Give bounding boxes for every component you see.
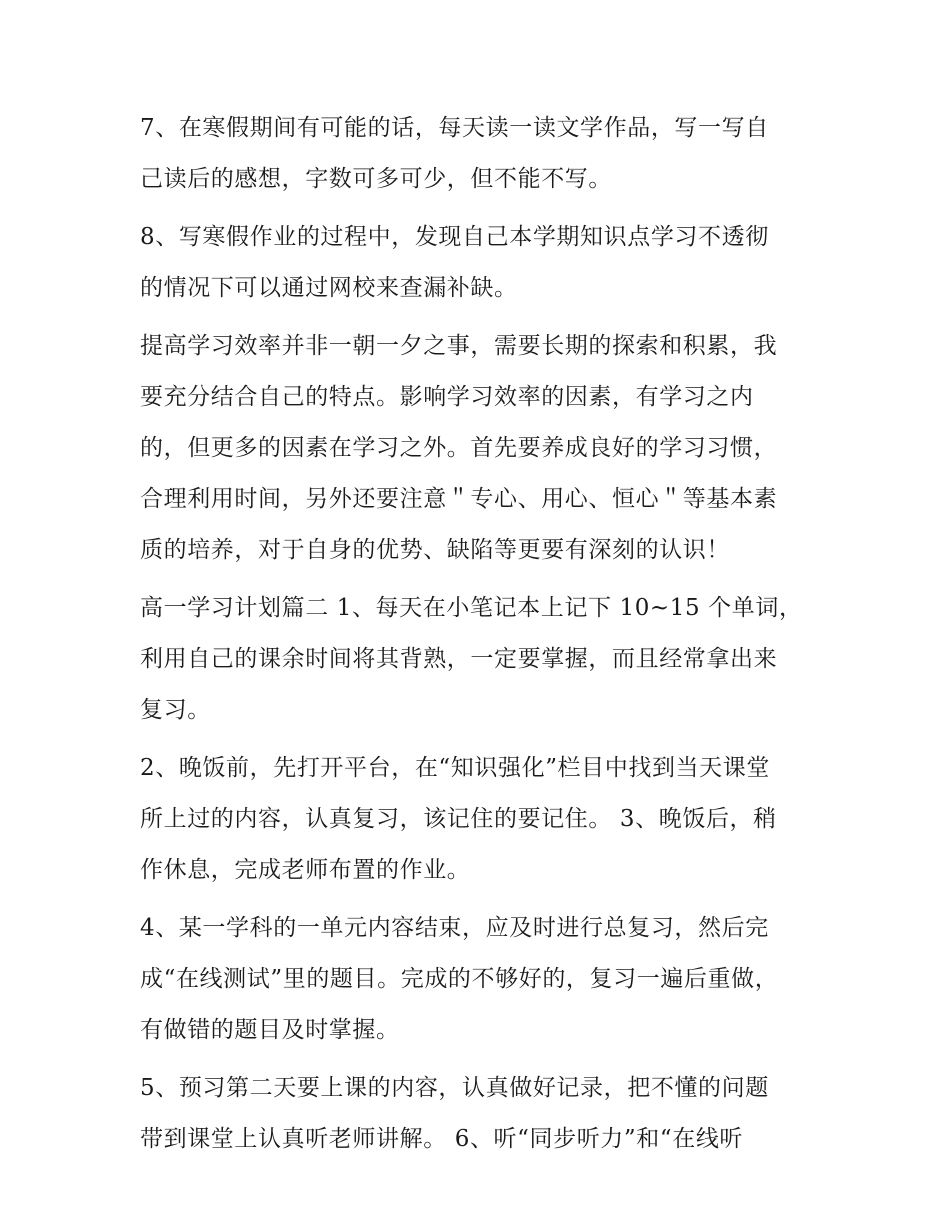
text-line: 带到课堂上认真听老师讲解。 6、听“同步听力”和“在线听 xyxy=(140,1126,744,1152)
text-line: 质的培养，对于自身的优势、缺陷等更要有深刻的认识！ xyxy=(140,537,730,563)
text-line: 利用自己的课余时间将其背熟，一定要掌握，而且经常拿出来 xyxy=(140,646,778,672)
text-line: 4、某一学科的一单元内容结束，应及时进行总复习，然后完 xyxy=(140,915,769,941)
text-line: 的情况下可以通过网校来查漏补缺。 xyxy=(140,275,518,301)
text-line: 合理利用时间，另外还要注意＂专心、用心、恒心＂等基本素 xyxy=(140,486,778,512)
paragraph xyxy=(140,583,820,736)
text-line: 所上过的内容，认真复习，该记住的要记住。 3、晚饭后，稍 xyxy=(140,806,777,832)
text-line: 提高学习效率并非一朝一夕之事，需要长期的探索和积累，我 xyxy=(140,333,778,359)
text-line: 成“在线测试”里的题目。完成的不够好的，复习一遍后重做， xyxy=(140,966,779,992)
text-line: 2、晚饭前，先打开平台，在“知识强化”栏目中找到当天课堂 xyxy=(140,755,770,781)
text-line: 作休息，完成老师布置的作业。 xyxy=(140,857,471,883)
paragraph xyxy=(140,103,820,205)
text-line: 要充分结合自己的特点。影响学习效率的因素，有学习之内 xyxy=(140,384,754,410)
paragraph xyxy=(140,321,820,576)
paragraph xyxy=(140,743,820,896)
text-line: 有做错的题目及时掌握。 xyxy=(140,1017,400,1043)
text-line: 7、在寒假期间有可能的话，每天读一读文学作品，写一写自 xyxy=(140,115,769,141)
text-line: 高一学习计划篇二 1、每天在小笔记本上记下 10~15 个单词， xyxy=(140,595,803,621)
text-line: 的，但更多的因素在学习之外。首先要养成良好的学习习惯， xyxy=(140,435,778,461)
text-line: 复习。 xyxy=(140,697,211,723)
paragraph xyxy=(140,903,820,1056)
text-line: 己读后的感想，字数可多可少，但不能不写。 xyxy=(140,166,612,192)
document-body xyxy=(140,103,820,1172)
paragraph xyxy=(140,1063,820,1165)
text-line: 8、写寒假作业的过程中，发现自己本学期知识点学习不透彻 xyxy=(140,224,769,250)
text-line: 5、预习第二天要上课的内容，认真做好记录，把不懂的问题 xyxy=(140,1075,769,1101)
paragraph xyxy=(140,212,820,314)
